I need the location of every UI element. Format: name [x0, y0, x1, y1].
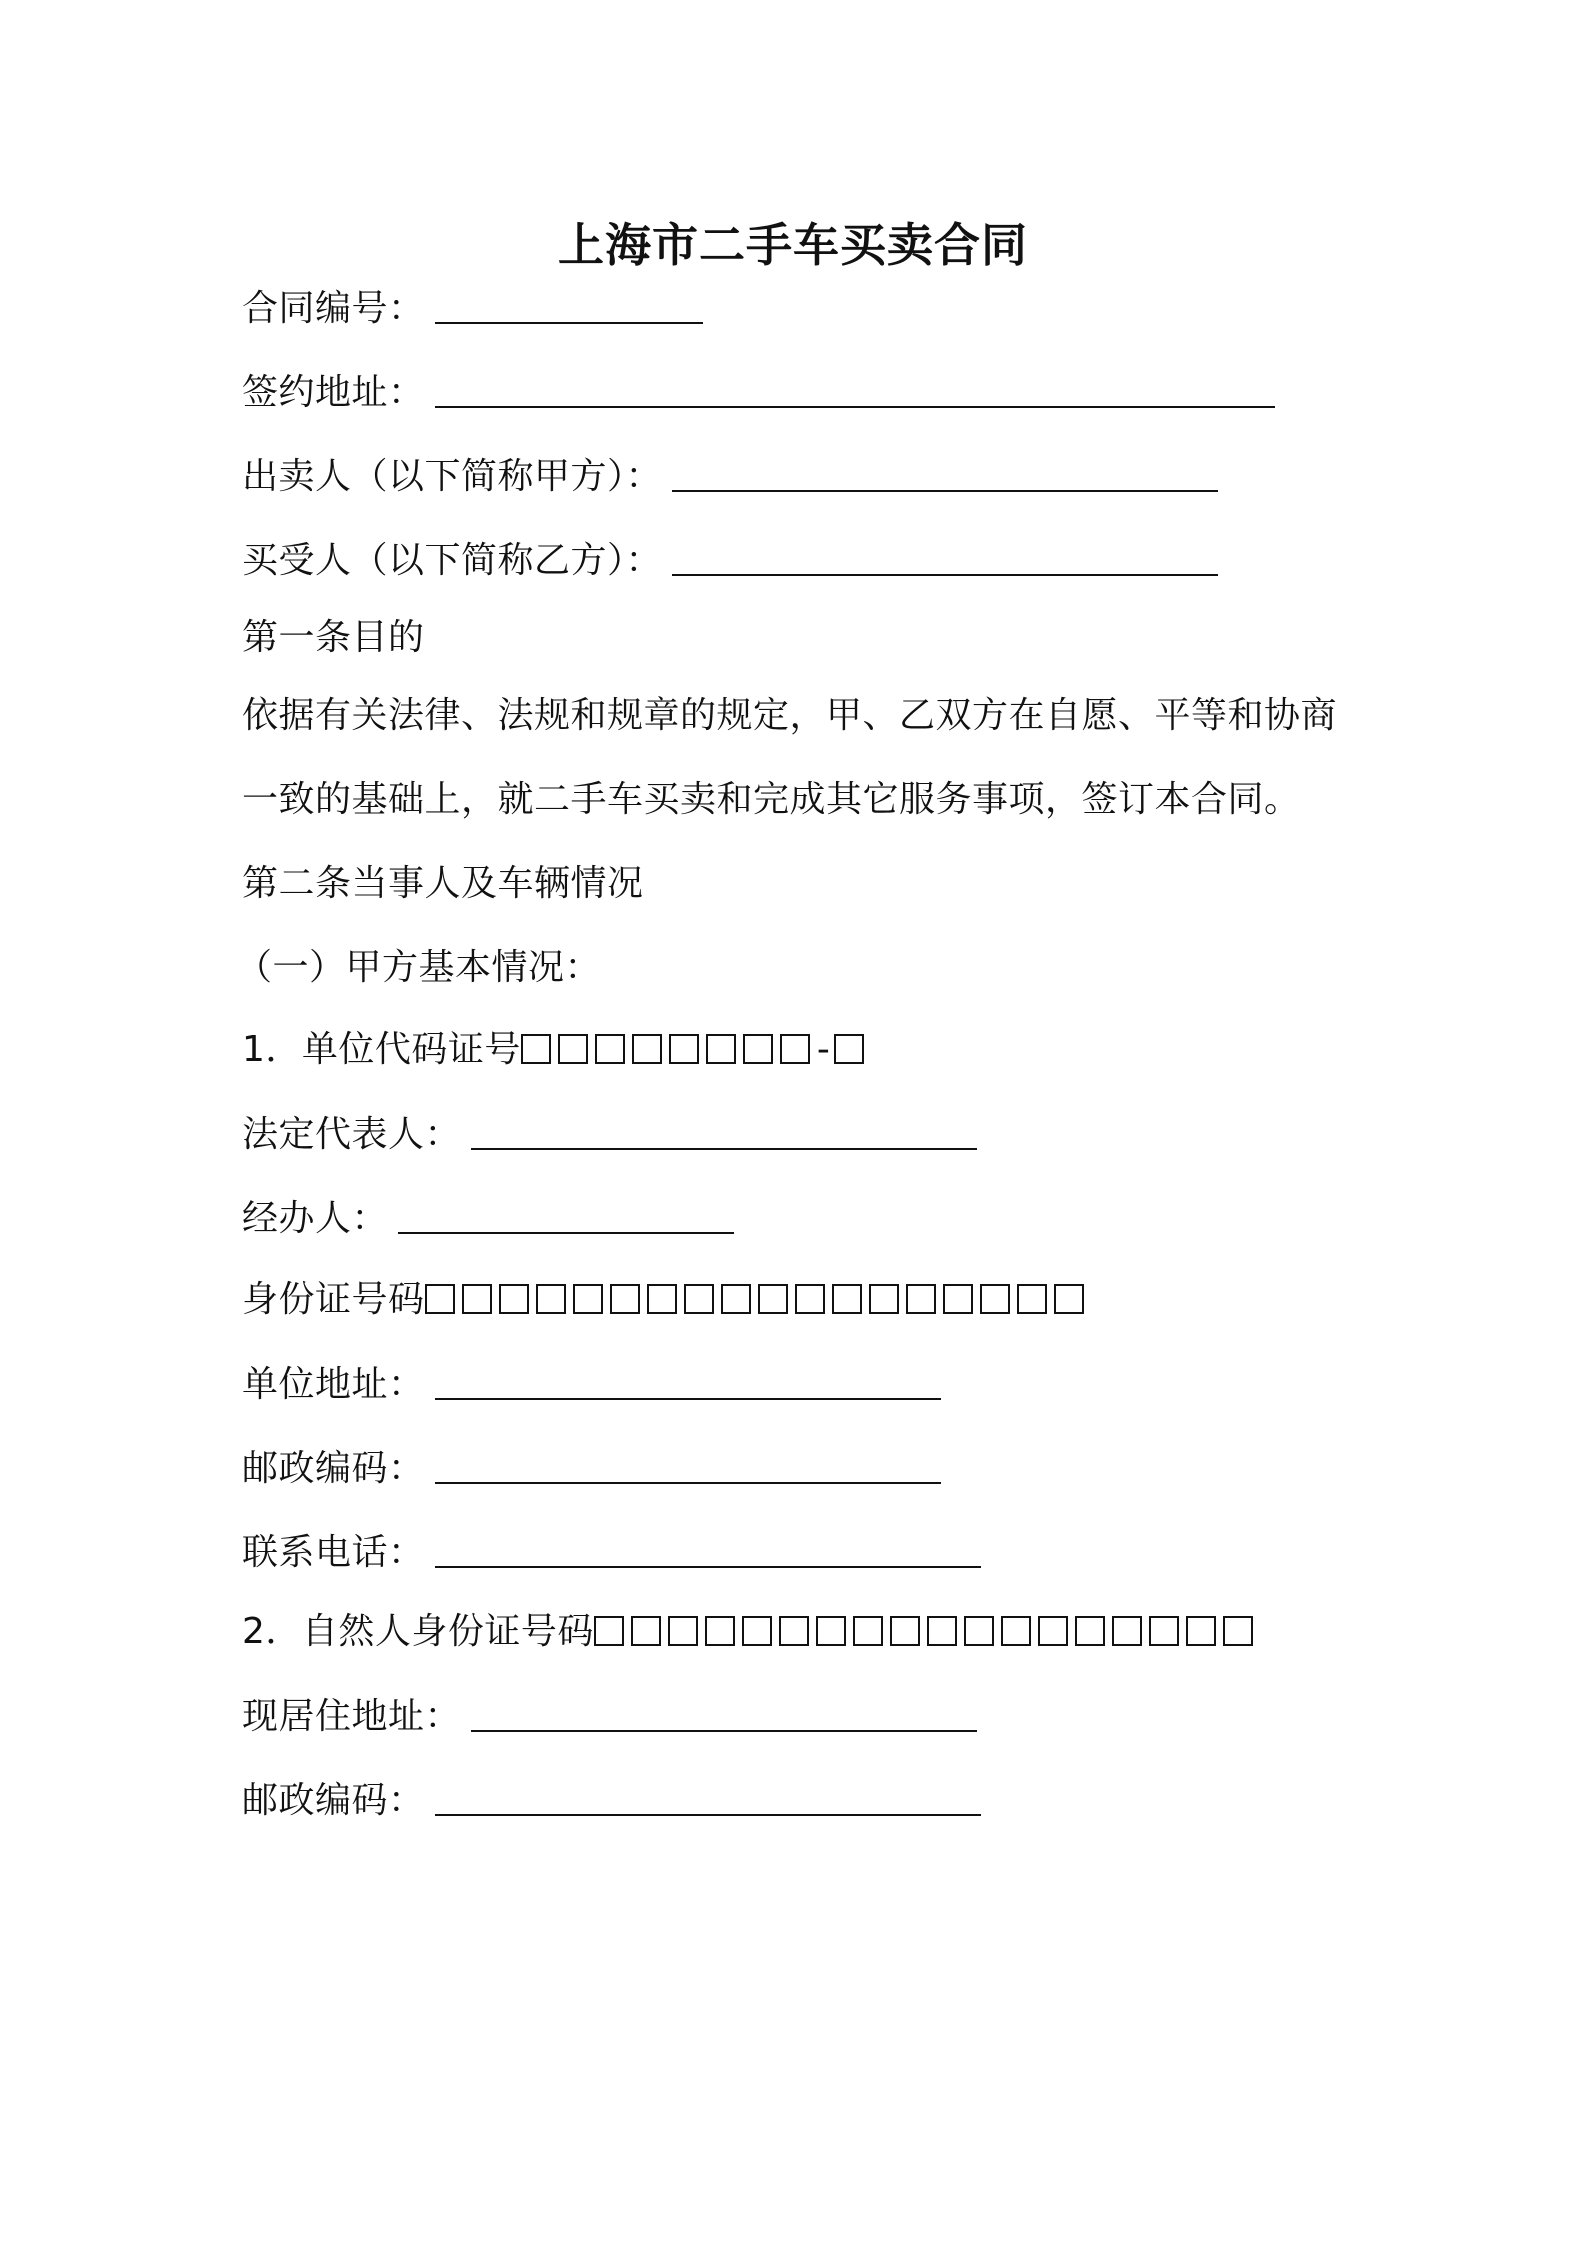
- org-code-box[interactable]: [558, 1034, 588, 1064]
- id-box[interactable]: [980, 1284, 1010, 1314]
- id-box[interactable]: [594, 1616, 624, 1646]
- postcode-label: 邮政编码：: [242, 1448, 425, 1489]
- seller-blank[interactable]: [672, 456, 1218, 492]
- org-address-row: [242, 1360, 941, 1408]
- id-box[interactable]: [462, 1284, 492, 1314]
- postcode2-label: 邮政编码：: [242, 1780, 425, 1821]
- postcode-row: [242, 1444, 941, 1492]
- id-box[interactable]: [1054, 1284, 1084, 1314]
- id-box[interactable]: [853, 1616, 883, 1646]
- id-box[interactable]: [869, 1284, 899, 1314]
- id-box[interactable]: [1038, 1616, 1068, 1646]
- sign-address-blank[interactable]: [435, 372, 1275, 408]
- org-code-separator: -: [816, 1029, 831, 1070]
- contract-number-label: 合同编号：: [242, 288, 425, 329]
- org-code-check-box[interactable]: [834, 1034, 864, 1064]
- id-box[interactable]: [610, 1284, 640, 1314]
- org-code-box[interactable]: [521, 1034, 551, 1064]
- sign-address-label: 签约地址：: [242, 372, 425, 413]
- buyer-row: [242, 536, 1218, 584]
- org-code-row: [242, 1026, 871, 1074]
- id-box[interactable]: [964, 1616, 994, 1646]
- section-party-a: （一）甲方基本情况：: [236, 947, 602, 988]
- org-address-blank[interactable]: [435, 1364, 941, 1400]
- id-box[interactable]: [425, 1284, 455, 1314]
- org-code-boxes: [521, 1026, 817, 1074]
- org-address-label: 单位地址：: [242, 1364, 425, 1405]
- contract-number-row: [242, 284, 703, 332]
- seller-row: [242, 452, 1218, 500]
- org-code-box[interactable]: [706, 1034, 736, 1064]
- id-number-row: [242, 1276, 1091, 1324]
- id-box[interactable]: [1112, 1616, 1142, 1646]
- seller-label: 出卖人（以下简称甲方）：: [242, 456, 663, 497]
- buyer-blank[interactable]: [672, 540, 1218, 576]
- id-box[interactable]: [668, 1616, 698, 1646]
- id-box[interactable]: [906, 1284, 936, 1314]
- id-box[interactable]: [943, 1284, 973, 1314]
- article2-heading: 第二条当事人及车辆情况: [242, 863, 644, 904]
- phone-label: 联系电话：: [242, 1532, 425, 1573]
- id-box[interactable]: [890, 1616, 920, 1646]
- id-box[interactable]: [795, 1284, 825, 1314]
- org-code-label: 1．单位代码证号: [242, 1029, 521, 1070]
- id-number-label: 身份证号码: [242, 1279, 425, 1320]
- postcode2-row: [242, 1776, 981, 1824]
- id-box[interactable]: [573, 1284, 603, 1314]
- buyer-label: 买受人（以下简称乙方）：: [242, 540, 663, 581]
- natural-person-id-label: 2．自然人身份证号码: [242, 1611, 594, 1652]
- id-box[interactable]: [816, 1616, 846, 1646]
- contract-title: 上海市二手车买卖合同: [558, 218, 1028, 272]
- id-box[interactable]: [1149, 1616, 1179, 1646]
- org-code-box[interactable]: [632, 1034, 662, 1064]
- article1-heading: 第一条目的: [242, 617, 425, 658]
- legal-rep-blank[interactable]: [471, 1114, 977, 1150]
- id-box[interactable]: [1001, 1616, 1031, 1646]
- agent-label: 经办人：: [242, 1198, 389, 1239]
- phone-row: [242, 1528, 981, 1576]
- phone-blank[interactable]: [435, 1532, 981, 1568]
- article1-body-line2: 一致的基础上，就二手车买卖和完成其它服务事项，签订本合同。: [242, 779, 1301, 820]
- id-box[interactable]: [742, 1616, 772, 1646]
- natural-person-id-boxes: [594, 1608, 1260, 1656]
- id-box[interactable]: [631, 1616, 661, 1646]
- contract-number-blank[interactable]: [435, 288, 703, 324]
- id-box[interactable]: [705, 1616, 735, 1646]
- id-box[interactable]: [536, 1284, 566, 1314]
- natural-person-id-row: [242, 1608, 1260, 1656]
- org-code-box[interactable]: [780, 1034, 810, 1064]
- id-box[interactable]: [1223, 1616, 1253, 1646]
- agent-blank[interactable]: [398, 1198, 734, 1234]
- org-code-box[interactable]: [669, 1034, 699, 1064]
- id-box[interactable]: [1075, 1616, 1105, 1646]
- id-box[interactable]: [1186, 1616, 1216, 1646]
- sign-address-row: [242, 368, 1275, 416]
- id-box[interactable]: [499, 1284, 529, 1314]
- id-box[interactable]: [758, 1284, 788, 1314]
- current-address-row: [242, 1692, 977, 1740]
- postcode-blank[interactable]: [435, 1448, 941, 1484]
- id-box[interactable]: [779, 1616, 809, 1646]
- org-code-box[interactable]: [595, 1034, 625, 1064]
- legal-rep-row: [242, 1110, 977, 1158]
- id-box[interactable]: [1017, 1284, 1047, 1314]
- current-address-blank[interactable]: [471, 1696, 977, 1732]
- legal-rep-label: 法定代表人：: [242, 1114, 462, 1155]
- id-box[interactable]: [721, 1284, 751, 1314]
- postcode2-blank[interactable]: [435, 1780, 981, 1816]
- id-box[interactable]: [684, 1284, 714, 1314]
- current-address-label: 现居住地址：: [242, 1696, 462, 1737]
- id-number-boxes: [425, 1276, 1091, 1324]
- article1-body-line1: 依据有关法律、法规和规章的规定，甲、乙双方在自愿、平等和协商: [242, 695, 1338, 736]
- id-box[interactable]: [832, 1284, 862, 1314]
- id-box[interactable]: [927, 1616, 957, 1646]
- agent-row: [242, 1194, 734, 1242]
- org-code-box[interactable]: [743, 1034, 773, 1064]
- id-box[interactable]: [647, 1284, 677, 1314]
